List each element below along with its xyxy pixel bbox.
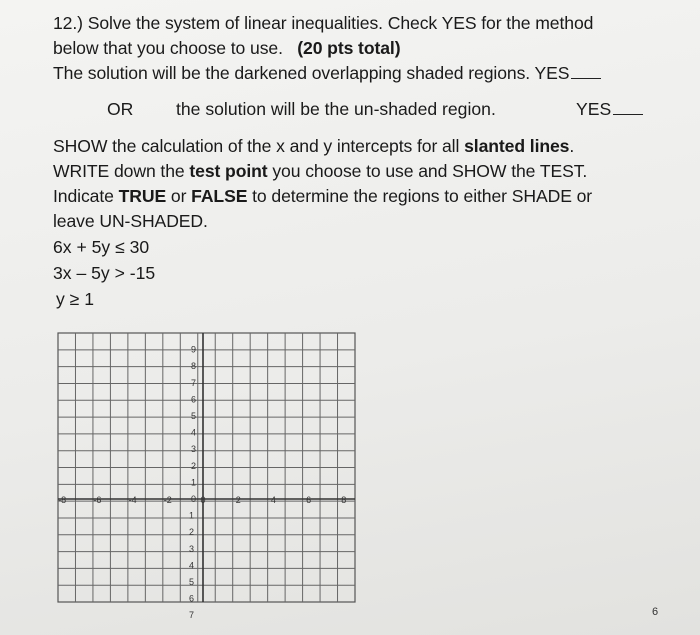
inequality-1: 6x + 5y ≤ 30 (53, 237, 150, 257)
y-tick-label-neg: 6 (189, 593, 195, 604)
y-tick-label: 2 (191, 460, 197, 471)
instr-1c: . (569, 136, 575, 156)
instr-2c: you choose to use and SHOW the TEST. (267, 161, 588, 181)
y-tick-label: 6 (191, 394, 197, 405)
inequality-2: 3x – 5y > -15 (53, 263, 156, 283)
y-tick-label: 1 (191, 477, 197, 488)
instr-3a: Indicate (53, 186, 119, 206)
y-tick-label-neg: 5 (189, 577, 195, 587)
instr-3e: to determine the regions to either SHADE or (247, 186, 593, 206)
problem-line-2-text: below that you choose to use. (53, 38, 283, 58)
problem-line-1: 12.) Solve the system of linear inequalities. Check YES for the method (53, 13, 594, 33)
or-label: OR (107, 99, 134, 119)
y-tick-label: 7 (191, 377, 197, 388)
y-tick-label-neg: 2 (189, 527, 195, 538)
y-tick-label: 0 (191, 494, 197, 504)
y-tick-label-neg: 7 (189, 610, 195, 621)
instr-3b: TRUE (118, 186, 167, 206)
instr-2b: test point (189, 161, 268, 181)
y-tick-label: 5 (191, 411, 197, 421)
problem-line-3-text: The solution will be the darkened overlapping shaded regions. YES (53, 63, 570, 83)
unshaded-method-text: the solution will be the un-shaded region. (176, 99, 496, 119)
y-tick-label-neg: 3 (189, 543, 195, 554)
x-tick-label: 0 (200, 495, 206, 505)
x-tick-label: -4 (128, 495, 137, 505)
points-total: (20 pts total) (297, 38, 401, 58)
y-tick-label: 9 (191, 344, 197, 355)
instr-3c: or (166, 186, 192, 206)
instr-1b: slanted lines (464, 136, 570, 156)
x-tick-label: 8 (341, 495, 347, 505)
y-tick-label: 4 (191, 427, 197, 438)
y-tick-label: 3 (191, 444, 197, 455)
y-tick-label-neg: 1 (189, 510, 195, 521)
x-tick-label: 2 (235, 495, 241, 505)
x-tick-label: 6 (306, 495, 312, 505)
instruction-line-4: leave UN-SHADED. (53, 211, 208, 231)
x-tick-label: -6 (93, 495, 102, 505)
x-tick-label: -8 (58, 495, 67, 505)
x-tick-label: 4 (270, 495, 276, 505)
x-tick-label: -2 (163, 495, 172, 505)
inequality-3: y ≥ 1 (56, 289, 95, 309)
yes-label-text: YES (576, 99, 612, 119)
instr-2a: WRITE down the (53, 161, 190, 181)
instr-3d: FALSE (191, 186, 248, 206)
y-tick-label-neg: 4 (189, 560, 195, 571)
instr-1a: SHOW the calculation of the x and y intercepts for all (53, 136, 465, 156)
y-tick-label: 8 (191, 361, 197, 372)
page-number: 6 (652, 606, 659, 618)
